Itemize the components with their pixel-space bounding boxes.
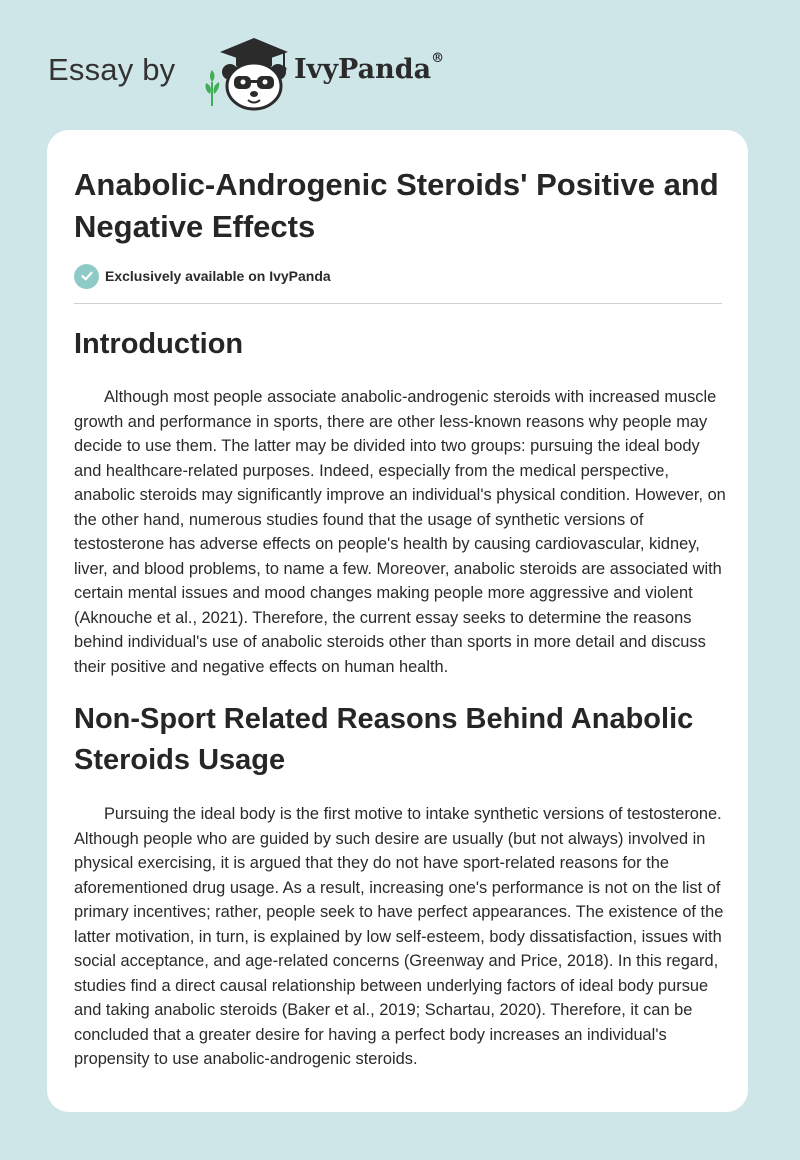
essay-card xyxy=(47,130,748,1112)
site-header xyxy=(48,30,468,110)
section-heading-non-sport-reasons: Non-Sport Related Reasons Behind Anabolic Steroids Usage xyxy=(74,703,694,776)
exclusive-badge-text: Exclusively available on IvyPanda xyxy=(105,268,331,284)
registered-mark: ® xyxy=(431,51,445,66)
essay-title: Anabolic-Androgenic Steroids' Positive and Negative Effects xyxy=(74,167,719,244)
panda-logo-icon[interactable] xyxy=(200,36,296,112)
section-paragraph-introduction: Although most people associate anabolic-androgenic steroids with increased muscle growth and performance in sports, there are other less-known reasons why people may decide to use them. The latter may be divided into two groups: pursuing the ideal body and healthcare-related purposes. Indeed, especially from the medical perspective, anabolic steroids may significantly improve an individual's physical condition. However, on the other hand, numerous studies found that the usage of synthetic versions of testosterone has adverse effects on people's health by causing cardiovascular, kidney, liver, and blood problems, to name a few. Moreover, anabolic steroids are associated with certain mental issues and mood changes making people more aggressive and violent (Aknouche et al., 2021). Therefore, the current essay seeks to determine the reasons behind individual's use of anabolic steroids other than sports in more detail and discuss their positive and negative effects on human health. xyxy=(74,388,726,676)
brand-text: IvyPanda xyxy=(294,54,432,85)
ivy-leaf-icon xyxy=(206,70,220,106)
section-paragraph-non-sport-reasons: Pursuing the ideal body is the first motive to intake synthetic versions of testosterone. Although people who are guided by such desire are usually (but not always) involved in physical exercising, it is argued that they do not have sport-related reasons for the aforementioned drug usage. As a result, increasing one's performance is not on the list of primary incentives; rather, people seek to have perfect appearances. The existence of the latter motivation, in turn, is explained by low self-esteem, body dissatisfaction, issues with social acceptance, and age-related concerns (Greenway and Price, 2018). In this regard, studies find a direct causal relationship between underlying factors of ideal body pursue and taking anabolic steroids (Baker et al., 2019; Schartau, 2020). Therefore, it can be concluded that a greater desire for having a perfect body increases an individual's propensity to use anabolic-androgenic steroids. xyxy=(74,805,724,1068)
exclusive-badge xyxy=(74,263,331,289)
section-heading-introduction: Introduction xyxy=(74,328,244,360)
check-circle-icon xyxy=(74,264,99,289)
brand-name[interactable] xyxy=(294,51,445,85)
title-divider xyxy=(74,303,722,304)
essay-by-label: Essay by xyxy=(48,52,176,87)
